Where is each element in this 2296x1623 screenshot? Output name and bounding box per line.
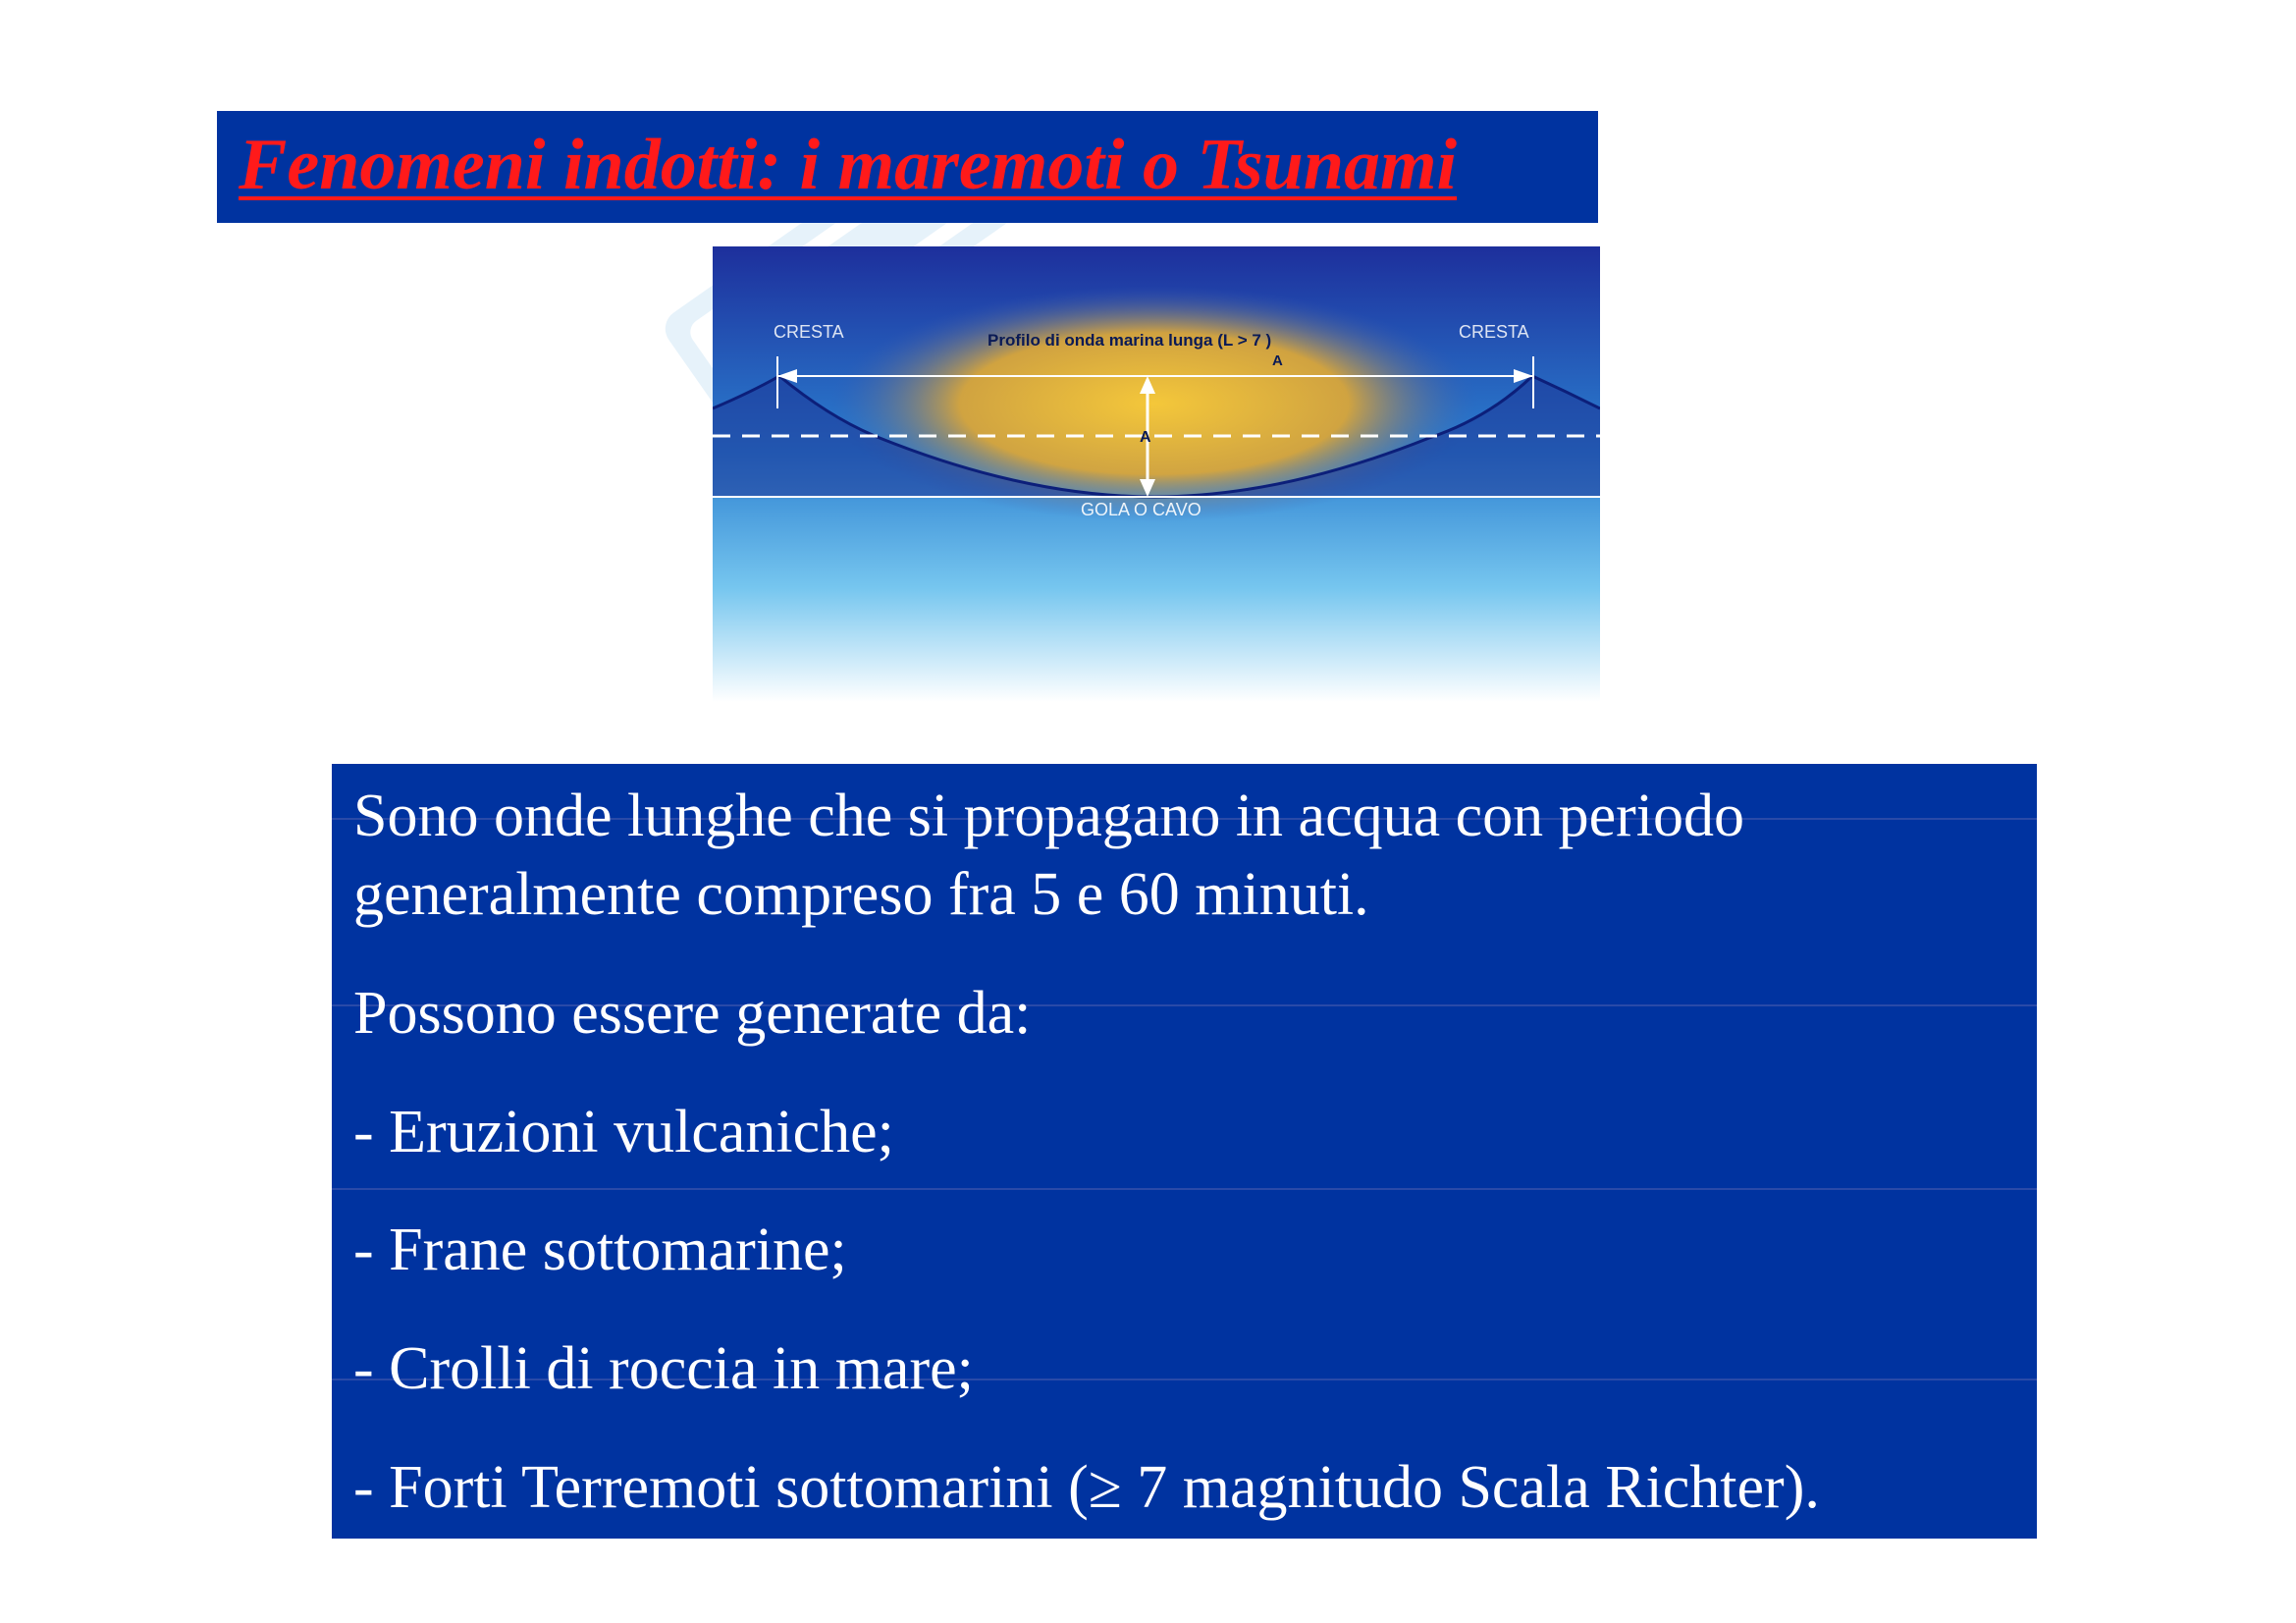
- profile-label: Profilo di onda marina lunga (L > 7 ): [988, 331, 1272, 350]
- amplitude-label: A: [1140, 429, 1151, 446]
- divider: [332, 1188, 2037, 1190]
- page-title: Fenomeni indotti: i maremoti o Tsunami: [239, 125, 1458, 205]
- profile-sub-label: A: [1272, 352, 1283, 369]
- intro-line-1: Sono onde lunghe che si propagano in acqua con periodo: [353, 783, 1745, 849]
- content-box: [332, 764, 2037, 1539]
- list-item: - Crolli di roccia in mare;: [353, 1335, 974, 1402]
- intro-line-2: generalmente compreso fra 5 e 60 minuti.: [353, 861, 1369, 928]
- trough-label: GOLA O CAVO: [1081, 500, 1201, 519]
- crest-right-label: CRESTA: [1459, 322, 1529, 342]
- list-item: - Eruzioni vulcaniche;: [353, 1099, 894, 1165]
- wave-profile-diagram: [713, 246, 1600, 702]
- crest-left-label: CRESTA: [774, 322, 844, 342]
- list-item: - Frane sottomarine;: [353, 1217, 847, 1283]
- generated-by-heading: Possono essere generate da:: [353, 980, 1032, 1047]
- list-item: - Forti Terremoti sottomarini (≥ 7 magnitudo Scala Richter).: [353, 1454, 1820, 1521]
